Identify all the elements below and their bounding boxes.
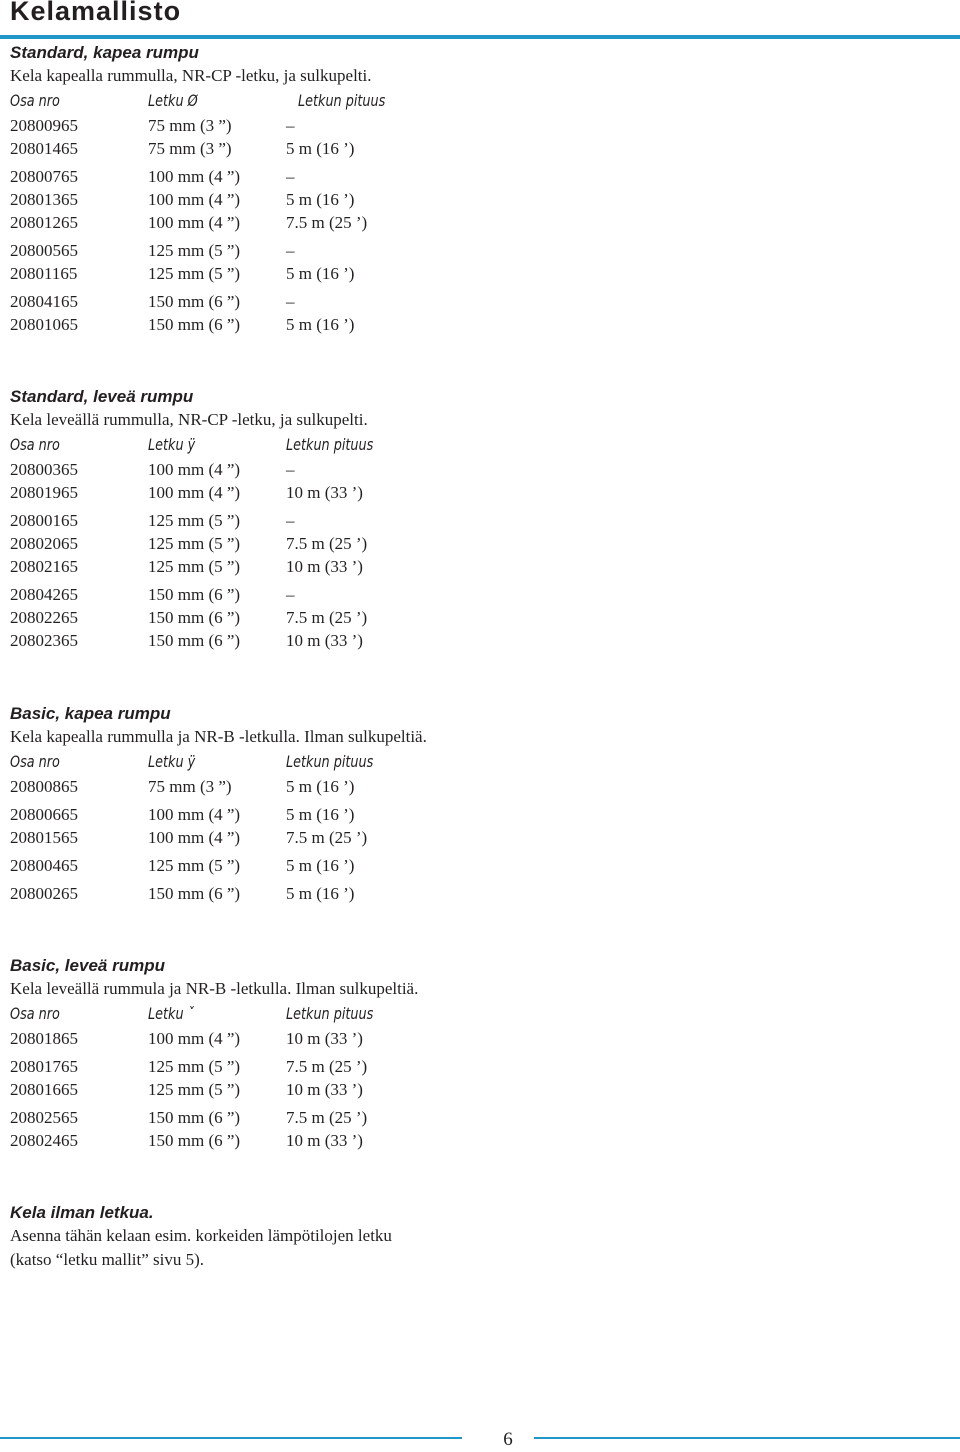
hose-length: –: [286, 167, 295, 186]
part-number: 20801565: [10, 828, 78, 847]
hose-length: 5 m (16 ’): [286, 777, 355, 796]
hose-length: –: [286, 292, 295, 311]
table-row: [10, 137, 940, 160]
hose-length: –: [286, 585, 295, 604]
hose-length: 5 m (16 ’): [286, 856, 355, 875]
hose-diameter: 125 mm (5 ”): [148, 1057, 241, 1076]
hose-length: –: [286, 241, 295, 260]
table-row: [10, 313, 940, 336]
table-row: [10, 290, 940, 313]
hose-length: 5 m (16 ’): [286, 190, 355, 209]
hose-diameter: 75 mm (3 ”): [148, 777, 232, 796]
table-row: [10, 239, 940, 262]
table-row: [10, 1078, 940, 1101]
hose-diameter: 125 mm (5 ”): [148, 1080, 241, 1099]
table-header: [10, 749, 940, 775]
part-number: 20801065: [10, 315, 78, 334]
part-number: 20801365: [10, 190, 78, 209]
hose-length: 7.5 m (25 ’): [286, 1057, 368, 1076]
section-title: Basic, kapea rumpu: [10, 704, 171, 723]
hose-diameter: 125 mm (5 ”): [148, 557, 241, 576]
note-line: Asenna tähän kelaan esim. korkeiden lämpötilojen letku: [10, 1226, 392, 1245]
part-number: 20802565: [10, 1108, 78, 1127]
section-basic-wide: [10, 955, 940, 1157]
part-number: 20800165: [10, 511, 78, 530]
row-group: [10, 114, 940, 160]
hose-length: 5 m (16 ’): [286, 139, 355, 158]
table-row: [10, 509, 940, 532]
parts-table: [10, 749, 940, 905]
table-row: [10, 532, 940, 555]
section-description: Kela kapealla rummulla ja NR-B -letkulla. Ilman sulkupeltiä.: [10, 727, 427, 746]
hose-diameter: 100 mm (4 ”): [148, 213, 241, 232]
hose-diameter: 150 mm (6 ”): [148, 884, 241, 903]
table-row: [10, 211, 940, 234]
part-number: 20802365: [10, 631, 78, 650]
hose-length: 7.5 m (25 ’): [286, 213, 368, 232]
part-number: 20800965: [10, 116, 78, 135]
hose-diameter: 150 mm (6 ”): [148, 292, 241, 311]
table-row: [10, 803, 940, 826]
table-row: [10, 262, 940, 285]
hose-length: 10 m (33 ’): [286, 483, 363, 502]
part-number: 20802265: [10, 608, 78, 627]
page-title: Kelamallisto: [10, 0, 182, 26]
row-group: [10, 775, 940, 798]
row-group: [10, 803, 940, 849]
part-number: 20801865: [10, 1029, 78, 1048]
hose-diameter: 100 mm (4 ”): [148, 828, 241, 847]
hose-length: –: [286, 116, 295, 135]
note-title: Kela ilman letkua.: [10, 1203, 154, 1222]
column-header-hose-diameter: Letku ˇ: [148, 1004, 195, 1023]
row-group: [10, 1027, 940, 1050]
column-header-part-number: Osa nro: [10, 91, 60, 110]
part-number: 20800365: [10, 460, 78, 479]
section-title: Standard, kapea rumpu: [10, 43, 199, 62]
part-number: 20801165: [10, 264, 78, 283]
hose-length: 5 m (16 ’): [286, 264, 355, 283]
hose-diameter: 150 mm (6 ”): [148, 608, 241, 627]
part-number: 20802065: [10, 534, 78, 553]
row-group: [10, 1106, 940, 1152]
section-description: Kela leveällä rummulla, NR-CP -letku, ja sulkupelti.: [10, 410, 368, 429]
table-row: [10, 458, 940, 481]
parts-table: [10, 88, 940, 336]
hose-length: –: [286, 460, 295, 479]
row-group: [10, 509, 940, 578]
row-group: [10, 290, 940, 336]
row-group: [10, 854, 940, 877]
table-row: [10, 583, 940, 606]
hose-diameter: 100 mm (4 ”): [148, 805, 241, 824]
row-group: [10, 239, 940, 285]
part-number: 20800465: [10, 856, 78, 875]
section-standard-narrow: [10, 42, 940, 341]
section-reel-without-hose: [10, 1202, 940, 1272]
table-row: [10, 165, 940, 188]
table-row: [10, 1106, 940, 1129]
table-row: [10, 1027, 940, 1050]
column-header-hose-length: Letkun pituus: [286, 435, 374, 454]
hose-diameter: 125 mm (5 ”): [148, 511, 241, 530]
part-number: 20801465: [10, 139, 78, 158]
column-header-hose-diameter: Letku Ø: [148, 91, 198, 110]
title-rule: [0, 35, 960, 39]
part-number: 20801765: [10, 1057, 78, 1076]
section-title: Standard, leveä rumpu: [10, 387, 194, 406]
part-number: 20800765: [10, 167, 78, 186]
table-row: [10, 629, 940, 652]
hose-diameter: 100 mm (4 ”): [148, 190, 241, 209]
hose-diameter: 75 mm (3 ”): [148, 139, 232, 158]
page-number: 6: [503, 1429, 513, 1450]
part-number: 20804265: [10, 585, 78, 604]
hose-length: 5 m (16 ’): [286, 315, 355, 334]
parts-table: [10, 432, 940, 652]
part-number: 20801965: [10, 483, 78, 502]
row-group: [10, 1055, 940, 1101]
column-header-hose-length: Letkun pituus: [286, 752, 374, 771]
section-basic-narrow: [10, 703, 940, 910]
section-description: Kela leveällä rummula ja NR-B -letkulla. Ilman sulkupeltiä.: [10, 979, 419, 998]
hose-length: 5 m (16 ’): [286, 805, 355, 824]
table-row: [10, 1129, 940, 1152]
hose-diameter: 100 mm (4 ”): [148, 1029, 241, 1048]
table-row: [10, 555, 940, 578]
hose-diameter: 150 mm (6 ”): [148, 315, 241, 334]
hose-diameter: 150 mm (6 ”): [148, 631, 241, 650]
part-number: 20800865: [10, 777, 78, 796]
table-row: [10, 826, 940, 849]
table-row: [10, 1055, 940, 1078]
part-number: 20800565: [10, 241, 78, 260]
hose-diameter: 125 mm (5 ”): [148, 241, 241, 260]
part-number: 20802165: [10, 557, 78, 576]
table-row: [10, 854, 940, 877]
hose-length: 5 m (16 ’): [286, 884, 355, 903]
hose-diameter: 125 mm (5 ”): [148, 856, 241, 875]
part-number: 20801665: [10, 1080, 78, 1099]
table-row: [10, 882, 940, 905]
column-header-hose-diameter: Letku ÿ: [148, 435, 196, 454]
column-header-hose-length: Letkun pituus: [298, 91, 386, 110]
parts-table: [10, 1001, 940, 1152]
hose-diameter: 125 mm (5 ”): [148, 534, 241, 553]
hose-length: 10 m (33 ’): [286, 557, 363, 576]
footer-rule: [534, 1437, 960, 1439]
section-standard-wide: [10, 386, 940, 657]
footer-rule: [0, 1437, 462, 1439]
hose-length: 10 m (33 ’): [286, 1080, 363, 1099]
table-row: [10, 114, 940, 137]
hose-length: –: [286, 511, 295, 530]
table-row: [10, 481, 940, 504]
hose-diameter: 100 mm (4 ”): [148, 483, 241, 502]
part-number: 20801265: [10, 213, 78, 232]
table-header: [10, 1001, 940, 1027]
hose-length: 10 m (33 ’): [286, 1131, 363, 1150]
hose-length: 7.5 m (25 ’): [286, 1108, 368, 1127]
table-row: [10, 606, 940, 629]
table-header: [10, 432, 940, 458]
table-row: [10, 188, 940, 211]
row-group: [10, 165, 940, 234]
part-number: 20800265: [10, 884, 78, 903]
table-header: [10, 88, 940, 114]
section-description: Kela kapealla rummulla, NR-CP -letku, ja sulkupelti.: [10, 66, 372, 85]
part-number: 20800665: [10, 805, 78, 824]
hose-diameter: 125 mm (5 ”): [148, 264, 241, 283]
hose-diameter: 150 mm (6 ”): [148, 585, 241, 604]
hose-diameter: 100 mm (4 ”): [148, 167, 241, 186]
hose-diameter: 150 mm (6 ”): [148, 1108, 241, 1127]
hose-diameter: 75 mm (3 ”): [148, 116, 232, 135]
hose-length: 7.5 m (25 ’): [286, 828, 368, 847]
row-group: [10, 882, 940, 905]
part-number: 20802465: [10, 1131, 78, 1150]
column-header-hose-length: Letkun pituus: [286, 1004, 374, 1023]
table-row: [10, 775, 940, 798]
hose-length: 7.5 m (25 ’): [286, 608, 368, 627]
row-group: [10, 583, 940, 652]
column-header-hose-diameter: Letku ÿ: [148, 752, 196, 771]
column-header-part-number: Osa nro: [10, 752, 60, 771]
hose-length: 7.5 m (25 ’): [286, 534, 368, 553]
note-line: (katso “letku mallit” sivu 5).: [10, 1250, 205, 1269]
row-group: [10, 458, 940, 504]
part-number: 20804165: [10, 292, 78, 311]
column-header-part-number: Osa nro: [10, 435, 60, 454]
hose-diameter: 100 mm (4 ”): [148, 460, 241, 479]
section-title: Basic, leveä rumpu: [10, 956, 165, 975]
hose-length: 10 m (33 ’): [286, 631, 363, 650]
column-header-part-number: Osa nro: [10, 1004, 60, 1023]
hose-length: 10 m (33 ’): [286, 1029, 363, 1048]
hose-diameter: 150 mm (6 ”): [148, 1131, 241, 1150]
